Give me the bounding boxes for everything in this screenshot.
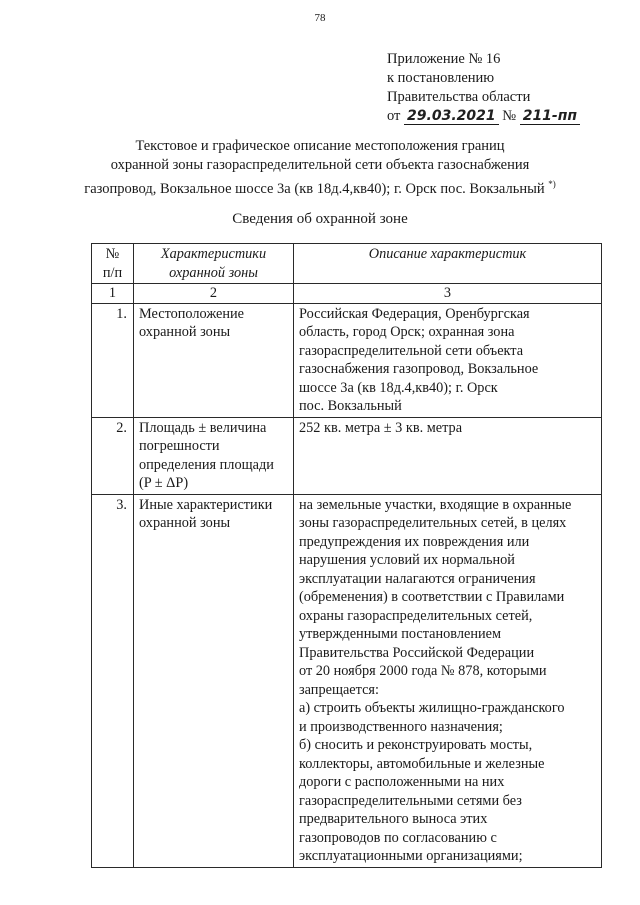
section-title: Сведения об охранной зоне <box>232 211 408 227</box>
characteristic-line: определения площади <box>139 456 274 473</box>
characteristic-line: Иные характеристики <box>139 496 273 513</box>
description-line: предупреждения их повреждения или <box>299 533 530 550</box>
appendix-title: Приложение № 16 <box>387 51 501 67</box>
description-line: Правительства Российской Федерации <box>299 644 535 661</box>
row-number: 3. <box>92 494 134 867</box>
characteristic-line: погрешности <box>139 438 220 454</box>
row-number: 1. <box>92 303 134 417</box>
description-line: б) сносить и реконструировать мосты, <box>299 737 533 753</box>
appendix-block <box>387 50 580 126</box>
header-number-line-1: № <box>105 246 120 262</box>
description-line: утвержденными постановлением <box>299 626 502 642</box>
header-characteristics <box>134 244 294 284</box>
description-line: эксплуатации налагаются ограничения <box>299 570 536 587</box>
title-line-3-text: газопровод, Вокзальное шоссе 3а (кв 18д.4,кв40); г. Орск пос. Вокзальный <box>84 180 545 197</box>
characteristic-line: Площадь ± величина <box>139 419 267 436</box>
description-line: эксплуатационными организациями; <box>299 848 523 864</box>
appendix-date-line <box>387 107 580 126</box>
table-row <box>92 494 602 867</box>
description-line: зоны газораспределительных сетей, в целях <box>299 515 567 531</box>
characteristic-line: Местоположение <box>139 305 244 322</box>
column-number-row <box>92 284 602 304</box>
appendix-line-2: к постановлению <box>387 70 495 86</box>
header-characteristics-line-2: охранной зоны <box>169 264 258 281</box>
handwritten-date: 29.03.2021 <box>404 109 499 125</box>
description-line: пос. Вокзальный <box>299 398 402 414</box>
column-number-3: 3 <box>294 284 602 304</box>
description-line: (обременения) в соответствии с Правилами <box>299 589 565 605</box>
row-description <box>294 417 602 494</box>
from-label: от <box>387 108 401 124</box>
appendix-line-3: Правительства области <box>387 89 531 105</box>
column-number-2: 2 <box>134 284 294 304</box>
title-line-3 <box>0 175 640 199</box>
header-description <box>294 244 602 284</box>
characteristic-line: (P ± ΔP) <box>139 475 189 491</box>
row-description <box>294 494 602 867</box>
characteristic-line: охранной зоны <box>139 515 231 531</box>
header-characteristics-line-1: Характеристики <box>160 246 267 262</box>
header-number-line-2: п/п <box>102 264 123 281</box>
number-label: № <box>502 108 517 124</box>
description-line: охраны газораспределительных сетей, <box>299 607 533 624</box>
footnote-mark: *) <box>548 179 556 189</box>
title-line-2: охранной зоны газораспределительной сети объекта газоснабжения <box>110 157 530 173</box>
description-line: и производственного назначения; <box>299 718 503 735</box>
page-number: 78 <box>314 12 326 24</box>
description-line: Российская Федерация, Оренбургская <box>299 305 530 322</box>
description-line: запрещается: <box>299 681 379 698</box>
row-characteristic <box>134 303 294 417</box>
description-line: газоснабжения газопровод, Вокзальное <box>299 361 539 377</box>
description-line: коллекторы, автомобильные и железные <box>299 755 545 772</box>
description-line: дороги с расположенными на них <box>299 774 505 790</box>
characteristic-line: охранной зоны <box>139 324 231 340</box>
header-description-line-1: Описание характеристик <box>368 246 527 262</box>
description-line: область, город Орск; охранная зона <box>299 324 515 340</box>
title-line-1: Текстовое и графическое описание местоположения границ <box>135 138 505 154</box>
table-row <box>92 303 602 417</box>
protection-zone-table <box>91 243 602 868</box>
row-characteristic <box>134 417 294 494</box>
description-line: газораспределительными сетями без <box>299 792 522 809</box>
document-title <box>0 137 640 199</box>
description-line: нарушения условий их нормальной <box>299 552 515 568</box>
description-line: шоссе 3а (кв 18д.4,кв40); г. Орск <box>299 379 498 396</box>
row-description <box>294 303 602 417</box>
table-header-row <box>92 244 602 284</box>
column-number-1: 1 <box>92 284 134 304</box>
handwritten-number: 211-пп <box>520 109 580 125</box>
header-number <box>92 244 134 284</box>
description-line: предварительного выноса этих <box>299 811 488 827</box>
description-line: на земельные участки, входящие в охранные <box>299 496 572 513</box>
row-number: 2. <box>92 417 134 494</box>
description-line: газопроводов по согласованию с <box>299 829 497 846</box>
table-row <box>92 417 602 494</box>
row-characteristic <box>134 494 294 867</box>
description-line: газораспределительной сети объекта <box>299 342 524 359</box>
description-line: от 20 ноября 2000 года № 878, которыми <box>299 663 547 679</box>
description-line: а) строить объекты жилищно-гражданского <box>299 700 565 716</box>
description-line: 252 кв. метра ± 3 кв. метра <box>299 419 463 436</box>
